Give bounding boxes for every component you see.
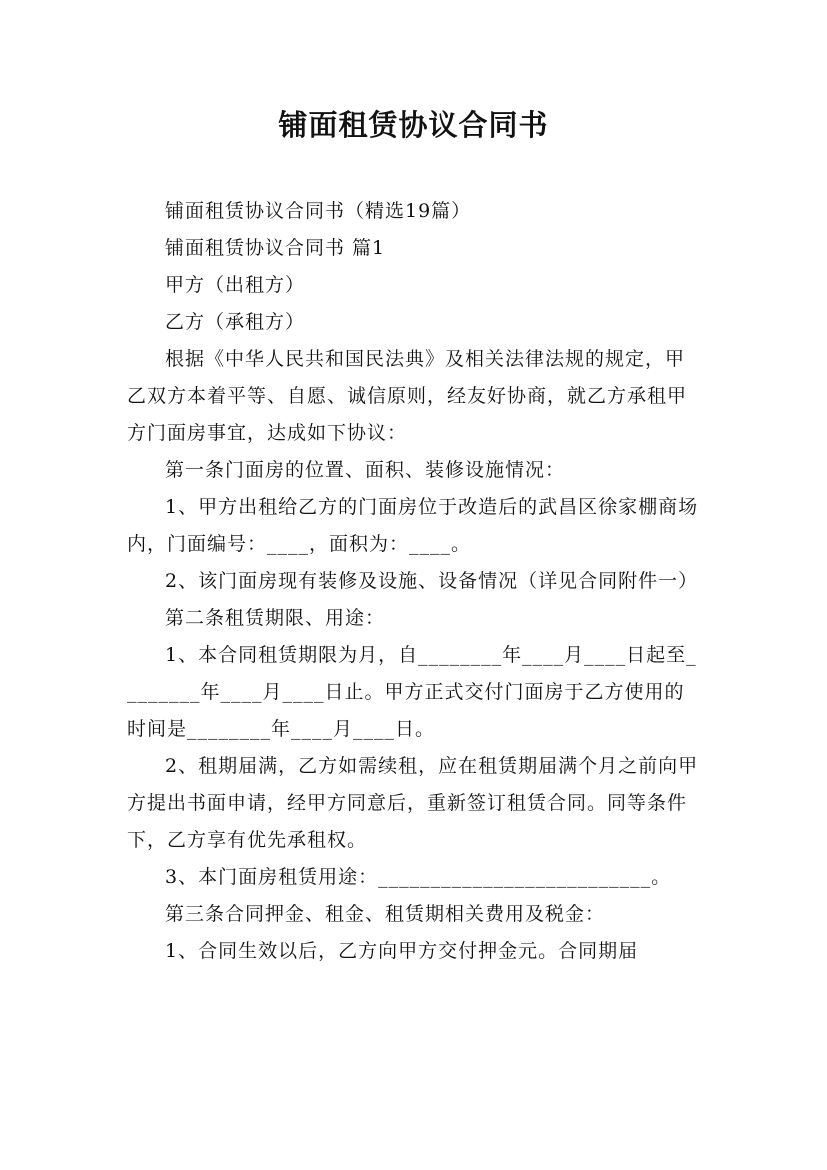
paragraph-article-2-clause-1: 1、本合同租赁期限为月，自________年____月____日起至________年____月____日止。甲方正式交付门面房于乙方使用的时间是________年____月____日。 [127, 644, 697, 740]
paragraph-party-a: 甲方（出租方） [165, 274, 306, 296]
document-title: 铺面租赁协议合同书 [278, 108, 549, 142]
paragraph-party-b: 乙方（承租方） [165, 311, 306, 333]
document-body [127, 193, 703, 970]
paragraph-article-3-clause-1: 1、合同生效以后，乙方向甲方交付押金元。合同期届 [165, 940, 639, 962]
paragraph-preamble: 根据《中华人民共和国民法典》及相关法律法规的规定，甲乙双方本着平等、自愿、诚信原则，经友好协商，就乙方承租甲方门面房事宜，达成如下协议： [127, 348, 688, 444]
paragraph-article-1-clause-1: 1、甲方出租给乙方的门面房位于改造后的武昌区徐家棚商场内，门面编号：____，面积为：____。 [127, 496, 699, 555]
paragraph-article-2-clause-2: 2、租期届满，乙方如需续租，应在租赁期届满个月之前向甲方提出书面申请，经甲方同意后，重新签订租赁合同。同等条件下，乙方享有优先承租权。 [127, 755, 699, 851]
paragraph-article-2-clause-3: 3、本门面房租赁用途：__________________________。 [165, 866, 672, 888]
paragraph-article-2-heading: 第二条租赁期限、用途： [165, 607, 386, 629]
paragraph-article-1-heading: 第一条门面房的位置、面积、装修设施情况： [165, 459, 566, 481]
paragraph-article-3-heading: 第三条合同押金、租金、租赁期相关费用及税金： [165, 903, 606, 925]
paragraph-subtitle: 铺面租赁协议合同书（精选19篇） [165, 200, 472, 222]
paragraph-chapter-heading: 铺面租赁协议合同书 篇1 [165, 237, 386, 259]
paragraph-article-1-clause-2: 2、该门面房现有装修及设施、设备情况（详见合同附件一） [165, 570, 699, 592]
